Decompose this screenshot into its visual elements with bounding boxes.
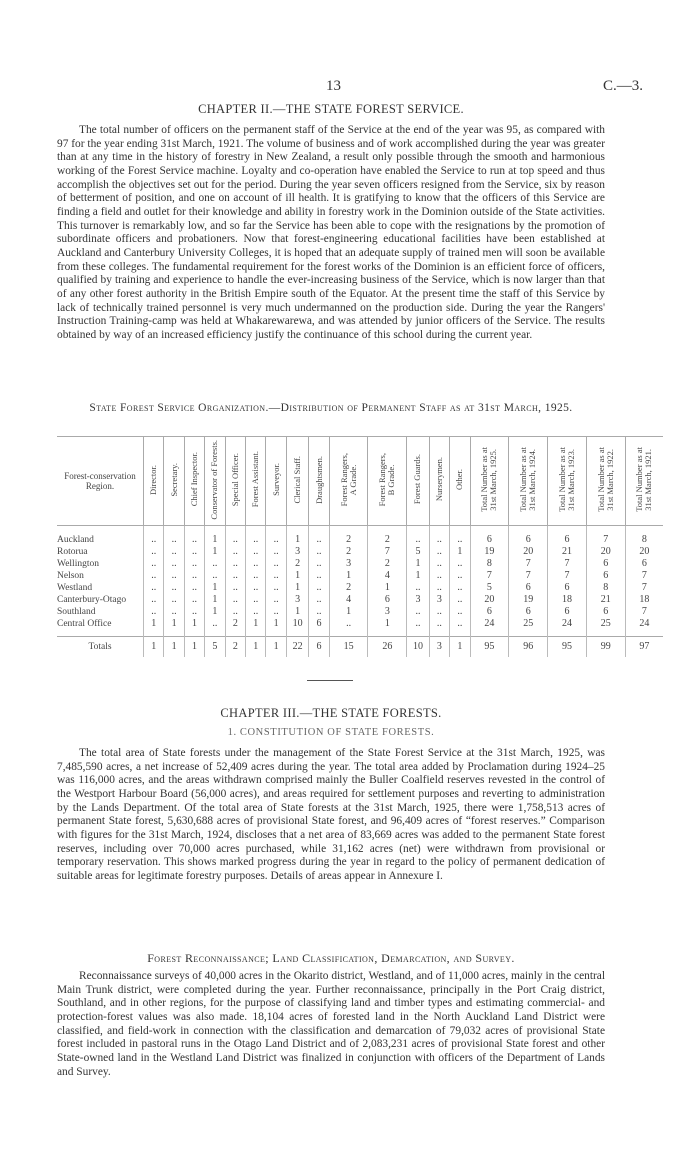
table-cell: .. [429,618,449,637]
table-cell: 1 [450,637,470,658]
table-cell: 1 [205,606,225,618]
table-cell: 7 [368,546,407,558]
column-header-label: Forest Rangers, A Grade. [338,452,358,507]
row-label: Canterbury-Otago [57,595,127,605]
table-cell: 2 [329,526,368,547]
row-label: Southland [57,607,96,617]
table-cell: 6 [509,606,548,618]
table-cell: .. [450,618,470,637]
table-cell: 1 [368,618,407,637]
table-cell: .. [246,570,266,582]
table-cell: 6 [548,526,587,547]
table-cell: .. [309,606,329,618]
table-cell: 2 [329,582,368,594]
table-cell: .. [450,570,470,582]
table-cell: 4 [329,594,368,606]
table-cell: .. [144,558,164,570]
table-cell: 8 [586,582,625,594]
table-cell: .. [266,606,286,618]
table-cell: .. [184,594,204,606]
table-cell: 1 [286,526,308,547]
column-header [225,437,245,526]
column-header [407,437,429,526]
table-cell: 20 [625,546,663,558]
table-cell: 7 [625,570,663,582]
column-header [329,437,368,526]
row-label: Nelson [57,571,84,581]
table-cell: 6 [586,558,625,570]
column-header-label: Special Officer. [229,452,240,507]
table-cell: 7 [509,558,548,570]
table-cell: 18 [548,594,587,606]
column-header-label: Total Number as at 31st March, 1925. [479,447,499,512]
column-header-region [57,437,144,526]
table-cell: .. [205,570,225,582]
table-cell: 21 [548,546,587,558]
table-cell: .. [184,526,204,547]
table-row [57,618,663,637]
row-label: Wellington [57,559,99,569]
table-cell: 25 [509,618,548,637]
column-header [509,437,548,526]
table-row [57,594,663,606]
table-cell: 6 [625,558,663,570]
table-cell: .. [225,594,245,606]
table-cell: .. [184,606,204,618]
table-cell: 1 [450,546,470,558]
table-cell: 1 [205,526,225,547]
column-header-label: Secretary. [168,462,179,497]
table-cell: 1 [164,637,184,658]
table-cell: .. [164,606,184,618]
table-cell: .. [225,570,245,582]
table-cell: 1 [246,618,266,637]
table-cell: 1 [286,606,308,618]
table-cell: 6 [509,582,548,594]
table-cell: .. [225,558,245,570]
table-cell: .. [309,594,329,606]
table-cell: 1 [184,637,204,658]
table-cell: 22 [286,637,308,658]
chapter-2-paragraph: The total number of officers on the permanent staff of the Service at the end of the year was 95, as compared with 97 for the year ending 31st March, 1921. The volume of business and of work accomplished during the year was greater than at any time in the history of forestry in New Zealand, a result only possible through the smooth and harmonious working of the Forest Service machine. Loyalty and co-operation have enabled the Service to run at top speed and thus accomplish the objectives set out for the period. During the year seven officers resigned from the Service, six by reason of betterment of position, and one on account of ill health. It is gratifying to know that the officers of this Service are finding a field and outlet for their knowledge and ability in forestry work in the Dominion outside of the State activities. This turnover is remarkably low, and so far the Service has been able to cope with the resignations by the promotion of subordinate officers and probationers. Now that forest-engineering educational facilities have been established at Auckland and Canterbury University Colleges, it is hoped that an adequate supply of trained men will soon be available from these colleges. The fundamental requirement for the forest works of the Dominion is an efficient force of officers, qualified by training and experience to handle the ever-increasing business of the Service, which is now larger than that of any other forest authority in the British Empire south of the Equator. At the present time the staff of this Service by lack of technically trained personnel is very much undermanned on the production side. During the year the Rangers' Instruction Training-camp was held at Whakarewarewa, and was attended by junior officers of the Service. The results obtained by way of an increased efficiency justify the continuance of this school during the current year. [57,124,605,341]
column-header-label: Total Number as at 31st March, 1923. [556,447,576,512]
table-cell: 6 [586,606,625,618]
table-cell: 5 [205,637,225,658]
chapter-3-title: CHAPTER III.—THE STATE FORESTS. [220,706,442,720]
table-cell: .. [429,606,449,618]
table-cell: 7 [625,582,663,594]
table-cell: 1 [164,618,184,637]
table-cell: 2 [329,546,368,558]
table-cell: .. [429,558,449,570]
table-cell: 6 [470,526,509,547]
table-cell: 1 [407,558,429,570]
table-cell: 20 [586,546,625,558]
table-cell: 3 [429,637,449,658]
column-header-label: Clerical Staff. [292,455,303,504]
table-row [57,546,663,558]
table-body [57,526,663,658]
table-cell: 1 [144,618,164,637]
table-cell: 6 [586,570,625,582]
table-cell: 6 [309,637,329,658]
column-header-label: Forest Rangers, B Grade. [377,452,397,507]
table-cell: .. [429,570,449,582]
table-cell: .. [246,606,266,618]
column-header [548,437,587,526]
column-header [144,437,164,526]
table-cell: .. [450,594,470,606]
table-cell: .. [144,546,164,558]
table-cell: 6 [548,582,587,594]
column-header-label: Total Number as at 31st March, 1924. [518,447,538,512]
table-cell: .. [246,526,266,547]
column-header-label: Forest Assistant. [250,451,261,508]
table-cell: .. [164,546,184,558]
table-cell: 7 [509,570,548,582]
table-cell: 3 [429,594,449,606]
table-cell: 21 [586,594,625,606]
table-cell: .. [309,546,329,558]
table-cell: 1 [144,637,164,658]
column-header-label: Total Number as at 31st March, 1922. [595,447,615,512]
table-cell: 5 [407,546,429,558]
table-cell: .. [144,526,164,547]
table-cell: .. [225,546,245,558]
row-label: Rotorua [57,547,88,557]
table-cell: .. [144,594,164,606]
row-label: Westland [57,583,93,593]
table-cell: 19 [470,546,509,558]
section-heading-constitution: 1. CONSTITUTION OF STATE FORESTS. [227,727,435,738]
table-cell: 24 [470,618,509,637]
column-header [205,437,225,526]
table-cell: 97 [625,637,663,658]
table-cell: 3 [368,606,407,618]
table-cell: 7 [625,606,663,618]
column-header [309,437,329,526]
table-cell: 1 [266,637,286,658]
column-header-label: Nurserymen. [433,457,444,502]
row-label: Totals [57,637,144,658]
table-cell: .. [266,558,286,570]
table-cell: 25 [586,618,625,637]
table-cell: 24 [625,618,663,637]
document-reference: C.—3. [603,78,644,94]
table-cell: .. [205,618,225,637]
column-header [368,437,407,526]
section-divider [307,680,353,681]
table-cell: .. [450,526,470,547]
table-cell: .. [309,558,329,570]
table-cell: 2 [368,526,407,547]
column-header-label: Draughtsmen. [313,455,324,504]
table-cell: 26 [368,637,407,658]
table-cell: 8 [625,526,663,547]
table-cell: .. [266,582,286,594]
table-cell: 1 [329,606,368,618]
table-cell: .. [246,582,266,594]
row-label: Central Office [57,619,112,629]
table-cell: .. [266,526,286,547]
row-label: Auckland [57,535,94,545]
table-cell: .. [450,558,470,570]
table-cell: .. [184,558,204,570]
table-cell: 2 [286,558,308,570]
table-cell: .. [164,558,184,570]
table-cell: .. [407,618,429,637]
table-row [57,606,663,618]
page-number: 13 [326,78,341,94]
column-header [450,437,470,526]
column-header [470,437,509,526]
table-cell: .. [144,582,164,594]
table-cell: 7 [548,558,587,570]
column-header [586,437,625,526]
table-cell: .. [225,582,245,594]
column-header-label: Total Number as at 31st March, 1921. [634,447,654,512]
table-cell: 1 [205,594,225,606]
table-cell: 20 [470,594,509,606]
table-cell: 1 [184,618,204,637]
table-cell: 6 [368,594,407,606]
table-cell: .. [144,570,164,582]
table-row [57,582,663,594]
table-cell: 1 [205,546,225,558]
table-cell: .. [144,606,164,618]
table-cell: 1 [407,570,429,582]
table-cell: 6 [509,526,548,547]
table-cell: 1 [205,582,225,594]
column-header [164,437,184,526]
table-cell: 95 [548,637,587,658]
table-cell: .. [225,526,245,547]
table-cell: 6 [470,606,509,618]
table-cell: .. [429,582,449,594]
table-cell: .. [164,570,184,582]
table-cell: .. [450,606,470,618]
table-cell: .. [164,594,184,606]
table-cell: .. [164,526,184,547]
table-cell: 1 [246,637,266,658]
section-heading-reconnaissance: Forest Reconnaissance; Land Classification, Demarcation, and Survey. [147,951,515,965]
staff-distribution-table [57,436,663,657]
column-header-label: Other. [454,468,465,490]
table-cell: 1 [368,582,407,594]
column-header-label: Forest-conservation Region. [64,471,136,491]
table-cell: 18 [625,594,663,606]
table-cell: 3 [286,594,308,606]
table-cell: .. [246,546,266,558]
table-cell: 1 [286,582,308,594]
table-cell: 7 [586,526,625,547]
table-cell: .. [246,594,266,606]
table-cell: 99 [586,637,625,658]
column-header [625,437,663,526]
constitution-paragraph: The total area of State forests under the management of the State Forest Service at the 31st March, 1925, was 7,485,590 acres, a net increase of 52,409 acres during the year. The total area added by Proclamation during 1924–25 was 116,000 acres, and the areas withdrawn comprised mainly the Buller Coalfield reserves revested in the control of the Westport Harbour Board (56,000 acres), and areas required for settlement purposes and reverting to administration by the Lands Department. Of the total area of State forests at the 31st March, 1925, there were 1,758,513 acres of permanent State forest, 5,630,688 acres of provisional State forest, and 96,409 acres of “forest reserves.” Comparison with figures for the 31st March, 1924, discloses that a net area of 83,669 acres was added to the permanent State forest reserves, including over 70,000 acres purchased, while 31,162 acres (net) were withdrawn from provisional or temporary reservation. This shows marked progress during the year in regard to the policy of permanent dedication of suitable areas for legitimate forestry purposes. Details of areas appear in Annexure I. [57,747,605,882]
table-cell: 96 [509,637,548,658]
column-header-label: Surveyor. [270,463,281,496]
table-cell: 2 [368,558,407,570]
column-header [246,437,266,526]
table-cell: .. [225,606,245,618]
column-header-label: Chief Inspector. [189,452,200,507]
table-cell: 3 [286,546,308,558]
table-cell: 6 [548,606,587,618]
table-cell: 95 [470,637,509,658]
table-cell: 4 [368,570,407,582]
table-cell: .. [246,558,266,570]
table-cell: 2 [225,618,245,637]
totals-row [57,637,663,658]
table-cell: .. [450,582,470,594]
column-header [429,437,449,526]
table-cell: .. [266,594,286,606]
table-cell: .. [309,526,329,547]
table-cell: 15 [329,637,368,658]
table-cell: 7 [470,570,509,582]
table-cell: .. [266,570,286,582]
table-cell: 3 [407,594,429,606]
table-row [57,526,663,547]
table-cell: .. [329,618,368,637]
table-cell: .. [205,558,225,570]
table-cell: .. [309,582,329,594]
table-header-row [57,437,663,526]
table-cell: 7 [548,570,587,582]
table-cell: 3 [329,558,368,570]
column-header-label: Director. [148,464,159,495]
column-header [266,437,286,526]
table-cell: .. [429,546,449,558]
table-cell: 20 [509,546,548,558]
column-header-label: Forest Guards. [412,454,423,505]
column-header [184,437,204,526]
reconnaissance-paragraph: Reconnaissance surveys of 40,000 acres in the Okarito district, Westland, and of 11,000 acres, mainly in the central Main Trunk district, were completed during the year. Further reconnaissance, principally in the Port Craig district, Southland, and in other regions, for the purpose of classifying land and timber types and estimating commercial- and protection-forest values was also made. 18,104 acres of forested land in the North Auckland Land District were classified, and field-work in connection with the classification and demarcation of 79,032 acres of provisional State forest included in pastoral runs in the Otago Land District and of 2,083,231 acres of provisional State forest and other State-owned land in the Westland Land District was finalized in conjunction with officers of the Department of Lands and Survey. [57,970,605,1078]
table-cell: .. [184,570,204,582]
table-cell: .. [164,582,184,594]
table-cell: 5 [470,582,509,594]
table-cell: 24 [548,618,587,637]
table-cell: .. [429,526,449,547]
table-cell: 1 [286,570,308,582]
table-cell: 10 [407,637,429,658]
column-header [286,437,308,526]
table-cell: .. [266,546,286,558]
table-cell: 10 [286,618,308,637]
table-cell: 1 [266,618,286,637]
table-cell: 6 [309,618,329,637]
table-row [57,558,663,570]
table-cell: 2 [225,637,245,658]
table-cell: .. [184,546,204,558]
table-cell: .. [407,526,429,547]
table-title: State Forest Service Organization.—Distribution of Permanent Staff as at 31st March, 1925. [89,402,573,414]
column-header-label: Conservator of Forests. [209,439,220,520]
chapter-2-title: CHAPTER II.—THE STATE FOREST SERVICE. [198,102,464,116]
table-row [57,570,663,582]
table-cell: 19 [509,594,548,606]
table-cell: .. [309,570,329,582]
table-cell: .. [184,582,204,594]
table-cell: .. [407,582,429,594]
table-cell: 1 [329,570,368,582]
table-cell: 8 [470,558,509,570]
table-cell: .. [407,606,429,618]
